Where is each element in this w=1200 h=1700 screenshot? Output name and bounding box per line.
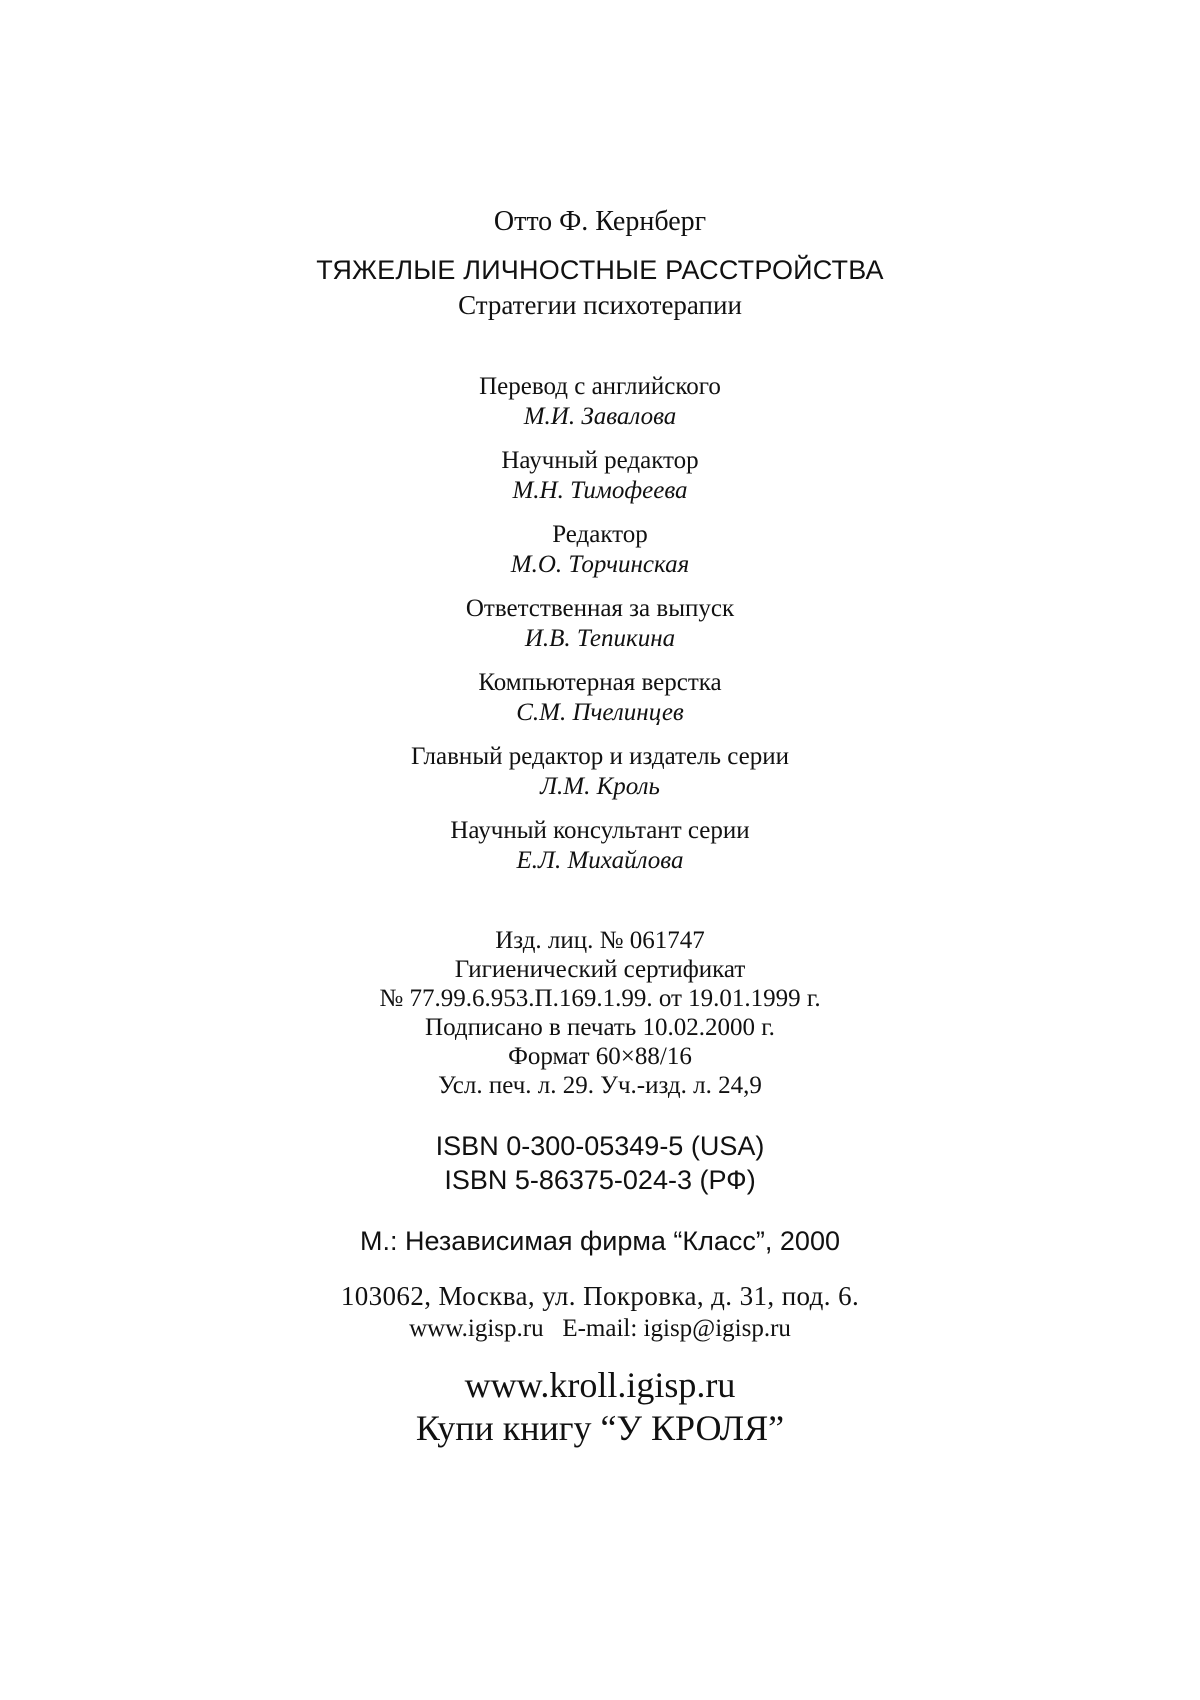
credit-name-editor: М.О. Торчинская [510, 551, 690, 578]
credit-name-layout: С.М. Пчелинцев [516, 699, 684, 726]
isbn-usa: ISBN 0-300-05349-5 (USA) [435, 1131, 765, 1161]
credit-role-science-editor: Научный редактор [501, 447, 699, 474]
imprint-license: Изд. лиц. № 061747 [495, 927, 705, 954]
kroll-website: www.kroll.igisp.ru [464, 1365, 736, 1405]
imprint-format: Формат 60×88/16 [508, 1043, 692, 1070]
isbn-rf: ISBN 5-86375-024-3 (РФ) [444, 1165, 756, 1195]
book-author: Отто Ф. Кернберг [493, 206, 707, 237]
publisher-contacts: www.igisp.ru E-mail: igisp@igisp.ru [409, 1315, 791, 1342]
book-title: ТЯЖЕЛЫЕ ЛИЧНОСТНЫЕ РАССТРОЙСТВА [316, 255, 884, 285]
publisher-line: М.: Независимая фирма “Класс”, 2000 [360, 1226, 840, 1256]
credit-role-consultant: Научный консультант серии [450, 817, 750, 844]
credit-role-release: Ответственная за выпуск [465, 595, 735, 622]
credit-name-consultant: Е.Л. Михайлова [516, 847, 684, 874]
credit-role-editor: Редактор [552, 521, 648, 548]
credit-role-layout: Компьютерная верстка [478, 669, 722, 696]
credit-name-translator: М.И. Завалова [523, 403, 677, 430]
kroll-slogan: Купи книгу “У КРОЛЯ” [415, 1408, 785, 1448]
credit-role-chief-editor: Главный редактор и издатель серии [410, 743, 789, 770]
imprint-certificate-label: Гигиенический сертификат [454, 956, 746, 983]
publisher-address: 103062, Москва, ул. Покровка, д. 31, под. 6. [340, 1281, 860, 1311]
credit-name-release: И.В. Тепикина [524, 625, 676, 652]
credit-name-chief-editor: Л.М. Кроль [540, 773, 660, 800]
book-subtitle: Стратегии психотерапии [458, 290, 742, 320]
credit-role-translation: Перевод с английского [479, 373, 721, 400]
imprint-sheets: Усл. печ. л. 29. Уч.-изд. л. 24,9 [438, 1072, 762, 1099]
imprint-print-date: Подписано в печать 10.02.2000 г. [425, 1014, 775, 1041]
imprint-certificate-number: № 77.99.6.953.П.169.1.99. от 19.01.1999 г. [379, 985, 821, 1012]
credit-name-science-editor: М.Н. Тимофеева [512, 477, 688, 504]
